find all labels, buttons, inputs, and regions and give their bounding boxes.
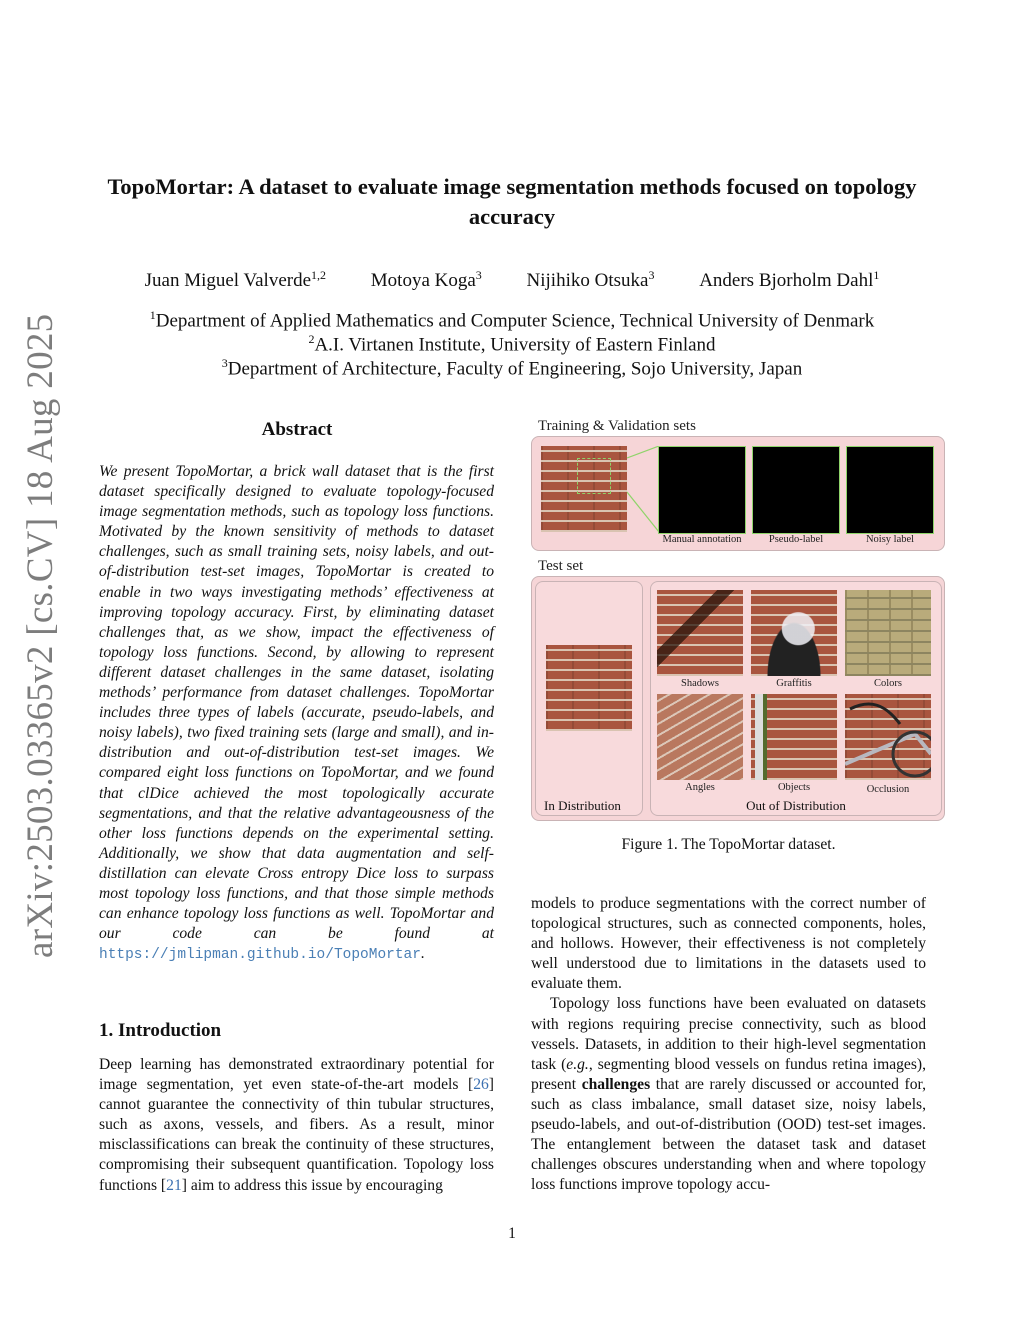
right-column-text	[531, 894, 926, 1195]
paragraph: models to produce segmentations with the correct number of topological structures, such as connected components, holes, and hollows. However, their effectiveness is not completely well understood due to limitations in the datasets used to evaluate them.	[531, 895, 926, 993]
affiliation: $^1$Department of Applied Mathematics and Computer Science, Technical University of Denmark	[149, 308, 875, 332]
ood-label: Out of Distribution	[746, 798, 846, 813]
ood-image-angles	[657, 694, 743, 780]
project-link[interactable]: https://jmlipman.github.io/TopoMortar	[99, 947, 421, 964]
caption-noisy-label: Noisy label	[865, 534, 915, 545]
figure-caption: Figure 1. The TopoMortar dataset.	[621, 836, 836, 853]
caption-graffitis: Graffitis	[776, 678, 812, 689]
test-set-label: Test set	[538, 558, 584, 574]
author: Motoya Koga$^3$	[370, 268, 482, 292]
caption-shadows: Shadows	[681, 678, 719, 689]
author: Juan Miguel Valverde$^{1,2}$	[144, 268, 327, 292]
paper-title: TopoMortar: A dataset to evaluate image segmentation methods focused on topology accuracy	[107, 174, 917, 229]
caption-colors: Colors	[873, 678, 902, 689]
ood-image-colors	[845, 590, 931, 676]
page-number: 1	[508, 1225, 516, 1242]
pseudo-label-mask	[752, 446, 840, 534]
arxiv-stamp: arXiv:2503.03365v2 [cs.CV] 18 Aug 2025	[20, 313, 61, 958]
author: Nijihiko Otsuka$^3$	[526, 268, 655, 292]
author: Anders Bjorholm Dahl$^1$	[699, 268, 880, 292]
in-distribution-panel	[535, 581, 643, 816]
manual-annotation-mask	[658, 446, 746, 534]
ood-image-shadows	[657, 590, 743, 676]
affiliation: $^3$Department of Architecture, Faculty of Engineering, Sojo University, Japan	[221, 356, 803, 380]
citation-link[interactable]: 21	[166, 1176, 182, 1194]
ood-image-graffitis	[751, 590, 837, 676]
zoom-lines	[627, 446, 659, 532]
author-list	[100, 268, 924, 292]
training-panel	[531, 436, 945, 551]
caption-manual-annotation: Manual annotation	[662, 534, 742, 545]
in-distribution-image	[546, 645, 632, 731]
intro-paragraph: Deep learning has demonstrated extraordinary potential for image segmentation, yet even state-of-the-art models [26] cannot guarantee the connectivity of thin tubular structures, such as axons, vessels, and fibers. As a result, minor misclassifications can break the continuity of these structures, compromising their subsequent quantification. Topology loss functions [21] aim to address this issue by encouraging	[99, 1056, 494, 1194]
caption-pseudo-label: Pseudo-label	[768, 534, 824, 545]
section-heading-introduction: 1. Introduction	[99, 1020, 222, 1041]
ood-panel	[650, 581, 942, 816]
caption-objects: Objects	[777, 782, 811, 793]
training-image	[541, 446, 627, 532]
test-panel	[531, 576, 945, 821]
abstract-heading: Abstract	[261, 419, 333, 440]
paragraph: Topology loss functions have been evaluated on datasets with regions requiring precise connectivity, such as blood vessels. Datasets, in addition to their high-level segmentation task (e.g., segmenting blood vessels on fundus retina images), present challenges that are rarely discussed or accounted for, such as class imbalance, small dataset size, noisy labels, pseudo-labels, and out-of-distribution (OOD) test-set images. The entanglement between the dataset task and dataset challenges obscures understanding when and where topology loss functions improve topology accu-	[531, 995, 926, 1194]
caption-angles: Angles	[685, 782, 715, 793]
affiliation: $^2$A.I. Virtanen Institute, University of Eastern Finland	[308, 332, 716, 356]
noisy-label-mask	[846, 446, 934, 534]
ood-image-objects	[751, 694, 837, 780]
caption-occlusion: Occlusion	[866, 784, 910, 795]
training-set-label: Training & Validation sets	[538, 418, 696, 434]
in-distribution-label: In Distribution	[544, 798, 621, 813]
citation-link[interactable]: 26	[473, 1076, 489, 1094]
ood-image-occlusion	[845, 694, 931, 780]
abstract-text: We present TopoMortar, a brick wall dataset that is the first dataset specifically designed to evaluate topology-focused image segmentation methods, such as topology loss functions. Motivated by the known sensitivity of methods to dataset challenges, such as small training sets, noisy labels, and out-of-distribution test-set images, TopoMortar is created to enable in two ways investigating methods’ effectiveness at improving topology accuracy. First, by eliminating dataset challenges that, as we show, impact the effectiveness of topology loss functions. Second, by allowing to represent different dataset challenges in the same dataset, isolating methods’ performance from dataset challenges. TopoMortar includes three types of labels (accurate, pseudo-labels, and noisy labels), two fixed training sets (large and small), and in-distribution and out-of-distribution test-set images. We compared eight loss functions on TopoMortar, and we found that clDice achieved the most topologically accurate segmentations, and that the relative advantageousness of the other loss functions depends on the experimental setting. Additionally, we show that data augmentation and self-distillation can elevate Cross entropy Dice loss to surpass most topology loss functions, and that those simple methods can enhance topology loss functions as well. TopoMortar and our code can be found at https://jmlipman.github.io/TopoMortar.	[99, 463, 494, 964]
